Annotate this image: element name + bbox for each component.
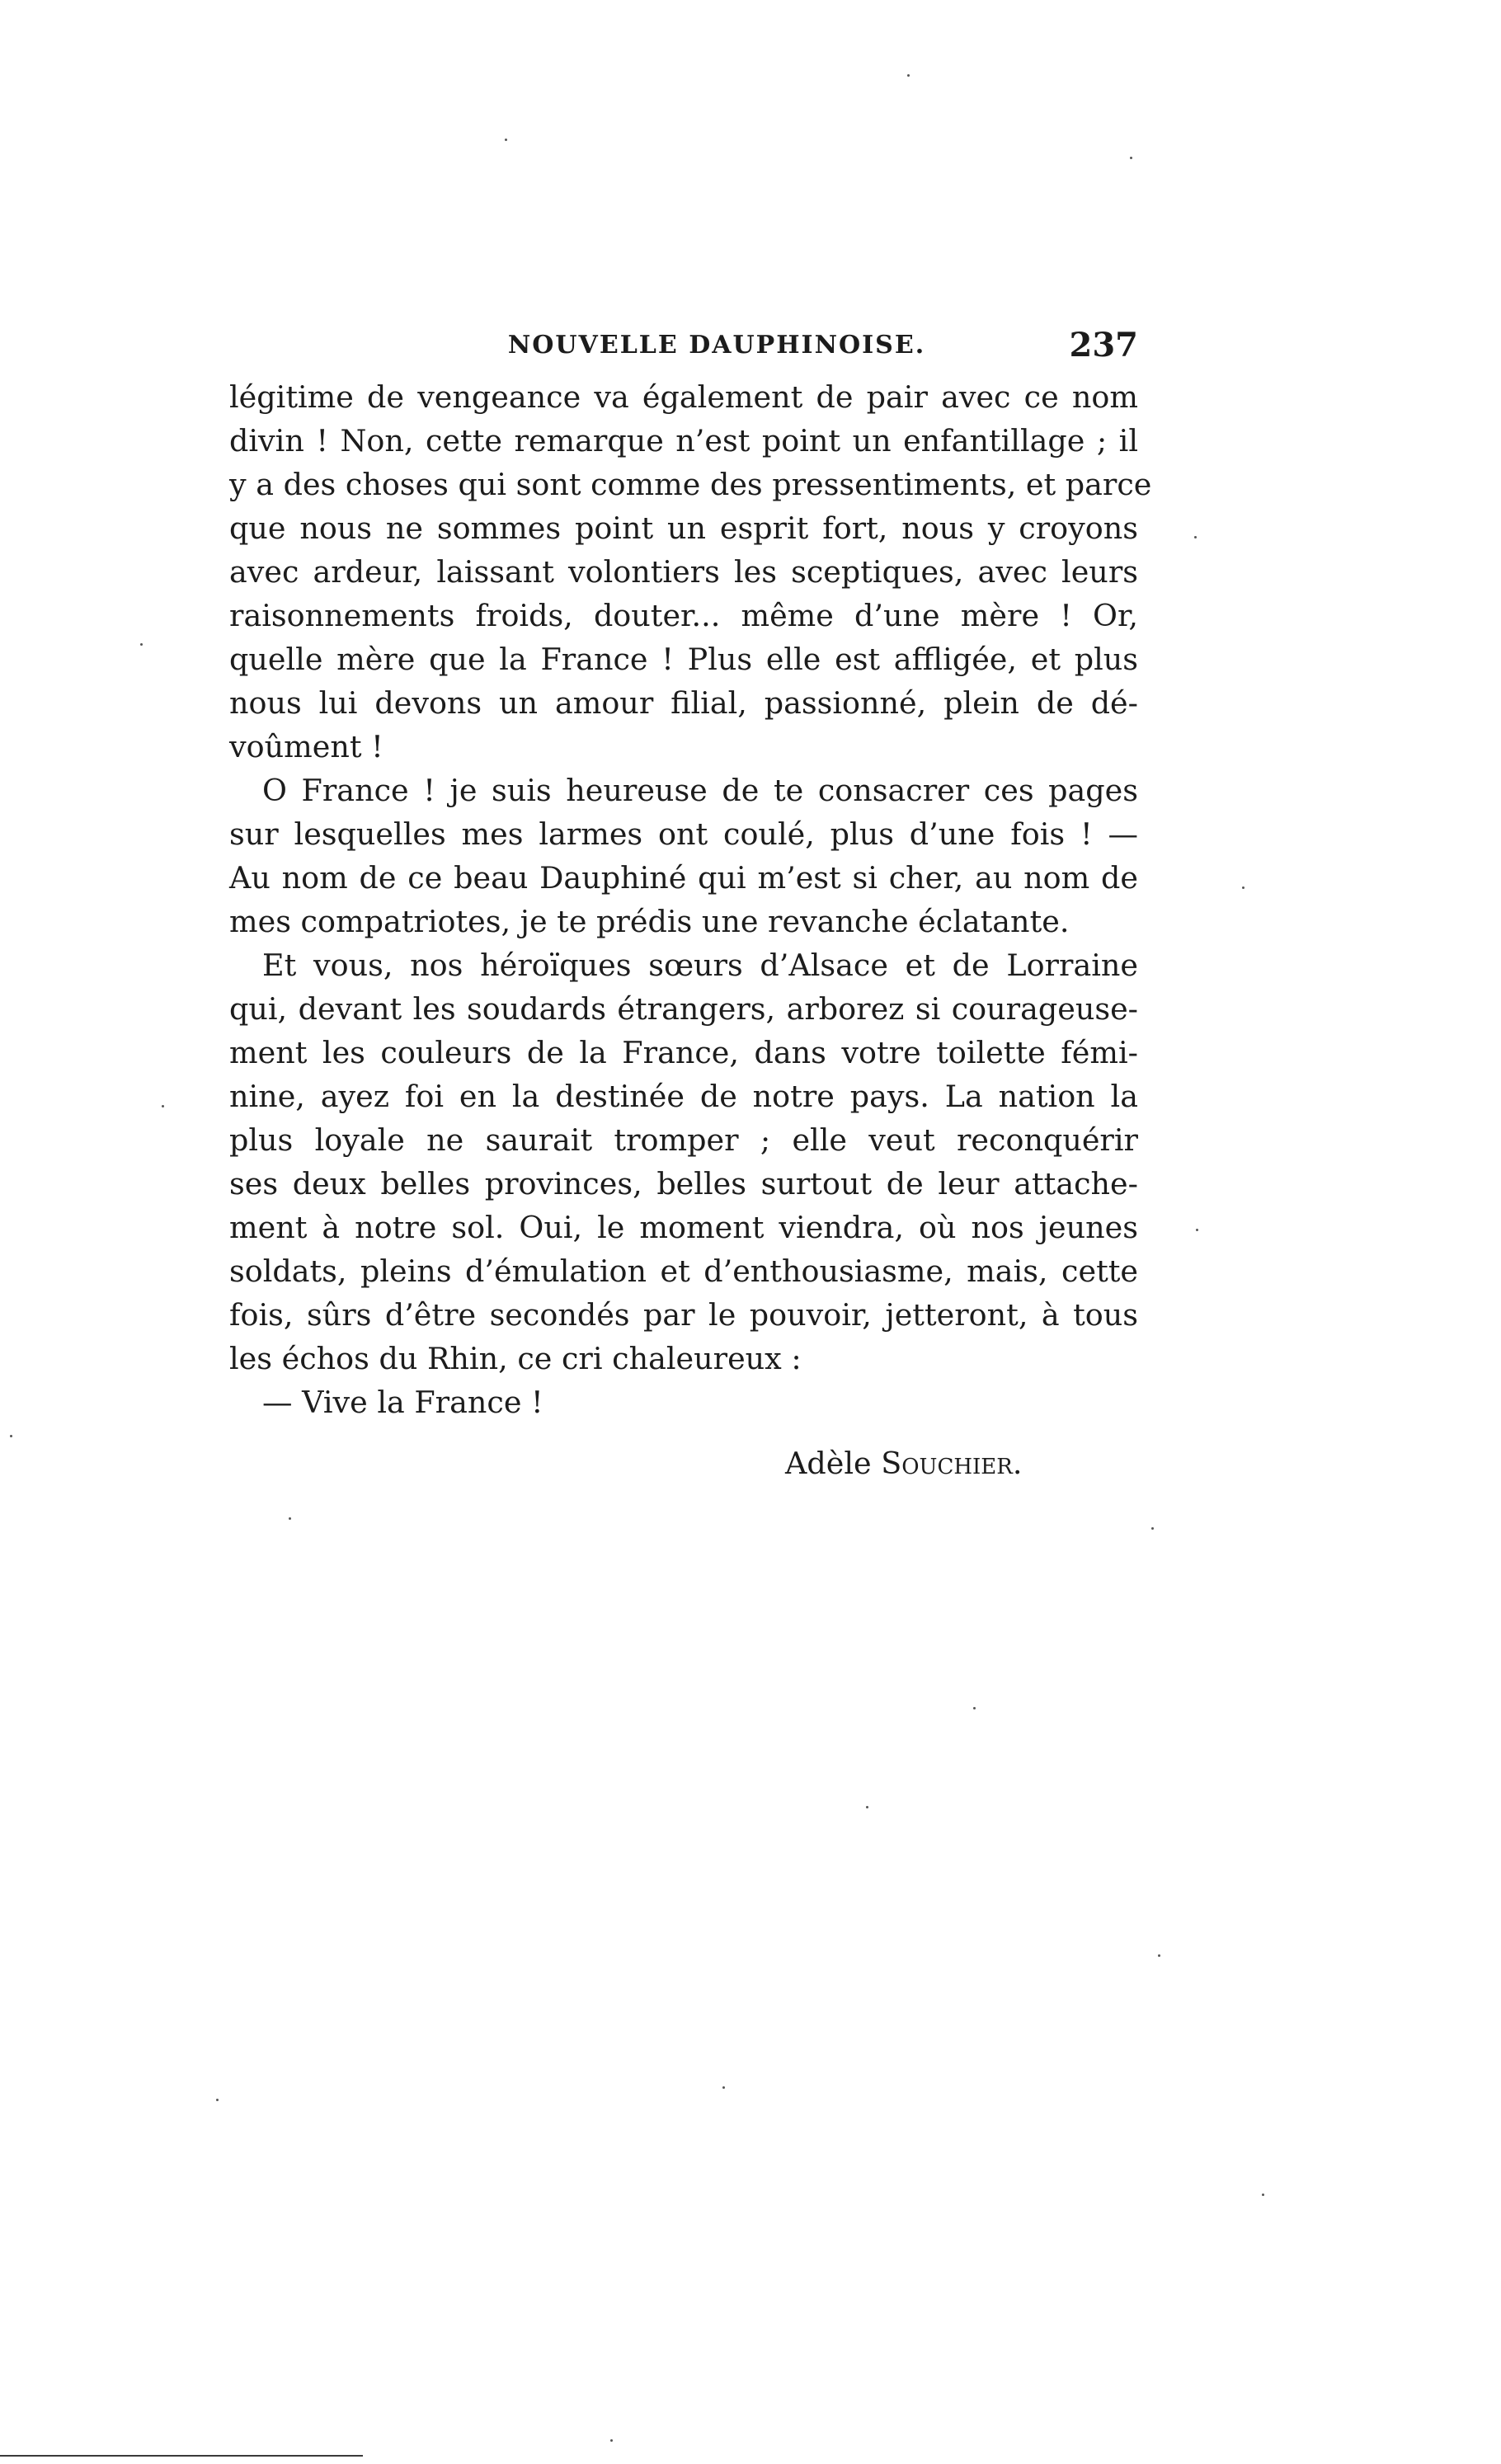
text-line: ment à notre sol. Oui, le moment viendra, où nos jeunes	[229, 1210, 1138, 1245]
author-first-name: Adèle	[785, 1446, 872, 1481]
text-line: Et vous, nos héroïques sœurs d’Alsace et de Lorraine	[262, 948, 1138, 983]
text-line: mes compatriotes, je te prédis une revanche éclatante.	[229, 904, 1070, 939]
text-line: fois, sûrs d’être secondés par le pouvoir, jetteront, à tous	[229, 1297, 1138, 1333]
scan-speck	[289, 1517, 291, 1520]
text-line: ses deux belles provinces, belles surtout de leur attache-	[229, 1166, 1138, 1201]
scan-speck	[610, 2439, 613, 2442]
scan-speck	[1194, 536, 1197, 538]
text-line: nine, ayez foi en la destinée de notre pays. La nation la	[229, 1079, 1138, 1114]
running-head	[229, 323, 1138, 368]
scan-speck	[216, 2099, 219, 2101]
page-number: 237	[1069, 326, 1138, 364]
scan-speck	[1262, 2194, 1264, 2196]
text-line: plus loyale ne saurait tromper ; elle veut reconquérir	[229, 1122, 1138, 1158]
scan-speck	[1151, 1527, 1154, 1530]
running-title: NOUVELLE DAUPHINOISE.	[507, 331, 926, 360]
author-signature	[785, 1441, 1022, 1485]
text-line: qui, devant les soudards étrangers, arborez si courageuse-	[229, 991, 1138, 1027]
text-line: quelle mère que la France ! Plus elle est affligée, et plus	[229, 642, 1138, 677]
scan-speck	[1242, 886, 1245, 889]
author-last-name: Souchier.	[881, 1446, 1023, 1481]
text-line: — Vive la France !	[262, 1385, 543, 1420]
scan-speck	[162, 1105, 164, 1107]
scan-speck	[907, 74, 910, 77]
scan-speck	[1130, 157, 1132, 159]
body-text	[229, 375, 1152, 1424]
text-line: les échos du Rhin, ce cri chaleureux :	[229, 1341, 802, 1376]
text-line: légitime de vengeance va également de pair avec ce nom	[229, 379, 1138, 415]
text-line: sur lesquelles mes larmes ont coulé, plus d’une fois ! —	[229, 816, 1138, 852]
text-line: nous lui devons un amour filial, passionné, plein de dé-	[229, 685, 1138, 721]
text-line: voûment !	[229, 729, 383, 764]
text-line: O France ! je suis heureuse de te consacrer ces pages	[262, 773, 1138, 808]
text-line: que nous ne sommes point un esprit fort, nous y croyons	[229, 510, 1138, 546]
bottom-rule	[0, 2455, 363, 2457]
scan-speck	[140, 643, 143, 646]
scan-speck	[722, 2086, 725, 2089]
scan-speck	[1196, 1229, 1198, 1231]
text-line: soldats, pleins d’émulation et d’enthousiasme, mais, cette	[229, 1253, 1138, 1289]
text-line: ment les couleurs de la France, dans votre toilette fémi-	[229, 1035, 1138, 1070]
text-line: y a des choses qui sont comme des pressentiments, et parce	[229, 467, 1152, 502]
scan-speck	[866, 1806, 868, 1808]
text-line: avec ardeur, laissant volontiers les sceptiques, avec leurs	[229, 554, 1138, 590]
text-line: divin ! Non, cette remarque n’est point un enfantillage ; il	[229, 423, 1138, 458]
scan-speck	[1158, 1954, 1160, 1957]
scan-speck	[10, 1435, 12, 1437]
text-line: raisonnements froids, douter... même d’une mère ! Or,	[229, 598, 1138, 633]
scan-speck	[505, 139, 507, 141]
text-line: Au nom de ce beau Dauphiné qui m’est si cher, au nom de	[229, 860, 1138, 896]
scan-speck	[973, 1707, 976, 1709]
